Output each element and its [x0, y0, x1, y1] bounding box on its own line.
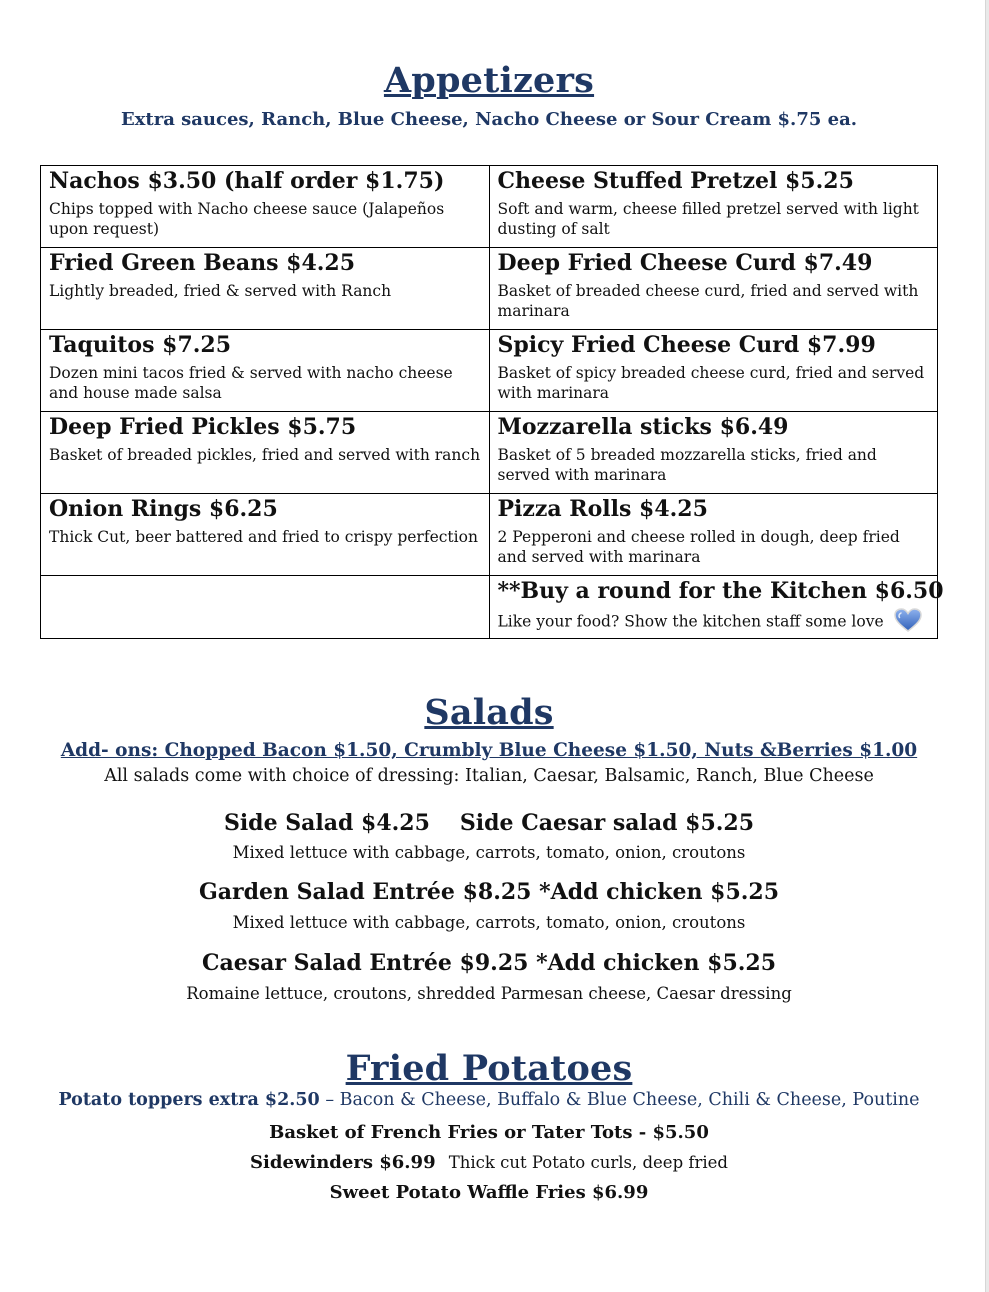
menu-item — [41, 494, 490, 576]
heart-icon — [893, 607, 923, 638]
dressing-note: All salads come with choice of dressing: Italian, Caesar, Balsamic, Ranch, Blue Cheese — [104, 766, 874, 786]
potato-toppers-list: – Bacon & Cheese, Buffalo & Blue Cheese, Chili & Cheese, Poutine — [325, 1090, 920, 1110]
item-description: Basket of 5 breaded mozzarella sticks, fried and served with marinara — [497, 446, 877, 484]
item-name: Nachos $3.50 (half order $1.75) — [49, 168, 445, 194]
caesar-salad-description: Romaine lettuce, croutons, shredded Parmesan cheese, Caesar dressing — [186, 984, 792, 1003]
appetizers-table — [40, 165, 944, 639]
caesar-salad: Caesar Salad Entrée $9.25 *Add chicken $5.25 — [201, 950, 777, 976]
item-description: Lightly breaded, fried & served with Ranch — [49, 282, 392, 300]
item-description-row — [498, 607, 930, 638]
menu-item — [41, 166, 490, 248]
side-salad-description: Mixed lettuce with cabbage, carrots, tomato, onion, croutons — [232, 843, 746, 862]
menu-item — [489, 494, 938, 576]
item-description: Dozen mini tacos fried & served with nacho cheese and house made salsa — [49, 364, 453, 402]
item-description: Like your food? Show the kitchen staff some love — [497, 612, 884, 631]
menu-item — [489, 576, 944, 639]
menu-item — [41, 412, 490, 494]
table-row — [41, 576, 938, 639]
item-name: Deep Fried Pickles $5.75 — [49, 414, 357, 440]
fries-basket: Basket of French Fries or Tater Tots - $5.50 — [269, 1122, 709, 1143]
menu-item — [489, 330, 938, 412]
sweet-potato-waffle-fries: Sweet Potato Waffle Fries $6.99 — [329, 1182, 649, 1203]
potato-toppers-label: Potato toppers extra $2.50 — [58, 1090, 320, 1110]
salads-heading: Salads — [424, 692, 554, 733]
sidewinders-line — [0, 1152, 978, 1173]
item-description: Chips topped with Nacho cheese sauce (Jalapeños upon request) — [49, 200, 445, 238]
sidewinders-description: Thick cut Potato curls, deep fried — [448, 1153, 728, 1172]
potato-toppers — [0, 1090, 978, 1110]
item-description: Thick Cut, beer battered and fried to crispy perfection — [49, 528, 478, 546]
item-name: Taquitos $7.25 — [49, 332, 232, 358]
table-row — [41, 166, 938, 248]
item-name: Mozzarella sticks $6.49 — [497, 414, 789, 440]
item-name: Fried Green Beans $4.25 — [49, 250, 356, 276]
fried-potatoes-heading: Fried Potatoes — [345, 1048, 633, 1089]
item-description: 2 Pepperoni and cheese rolled in dough, deep fried and served with marinara — [497, 528, 900, 566]
menu-item — [489, 166, 938, 248]
menu-item — [489, 412, 938, 494]
garden-salad-description: Mixed lettuce with cabbage, carrots, tomato, onion, croutons — [232, 913, 746, 932]
item-description: Basket of breaded cheese curd, fried and served with marinara — [497, 282, 919, 320]
side-salad: Side Salad $4.25 — [223, 810, 430, 836]
item-description: Basket of breaded pickles, fried and served with ranch — [49, 446, 481, 464]
item-name: Spicy Fried Cheese Curd $7.99 — [497, 332, 876, 358]
appetizers-heading: Appetizers — [383, 60, 595, 101]
item-name: Cheese Stuffed Pretzel $5.25 — [497, 168, 854, 194]
item-name: Pizza Rolls $4.25 — [497, 496, 708, 522]
empty-cell — [41, 576, 490, 639]
table-row — [41, 248, 938, 330]
table-row — [41, 330, 938, 412]
table-row — [41, 412, 938, 494]
side-caesar-salad: Side Caesar salad $5.25 — [459, 810, 755, 836]
menu-item — [489, 248, 938, 330]
table-row — [41, 494, 938, 576]
salad-addons: Add- ons: Chopped Bacon $1.50, Crumbly Blue Cheese $1.50, Nuts &Berries $1.00 — [60, 740, 918, 761]
side-salads-line — [0, 810, 978, 836]
item-description: Basket of spicy breaded cheese curd, fried and served with marinara — [497, 364, 925, 402]
item-name: Deep Fried Cheese Curd $7.49 — [497, 250, 873, 276]
menu-item — [41, 248, 490, 330]
item-name: **Buy a round for the Kitchen $6.50 — [497, 578, 944, 604]
sidewinders: Sidewinders $6.99 — [250, 1152, 436, 1173]
appetizers-subtitle: Extra sauces, Ranch, Blue Cheese, Nacho Cheese or Sour Cream $.75 ea. — [120, 109, 858, 130]
garden-salad: Garden Salad Entrée $8.25 *Add chicken $5.25 — [198, 879, 780, 905]
item-description: Soft and warm, cheese filled pretzel served with light dusting of salt — [497, 200, 919, 238]
menu-item — [41, 330, 490, 412]
item-name: Onion Rings $6.25 — [49, 496, 278, 522]
